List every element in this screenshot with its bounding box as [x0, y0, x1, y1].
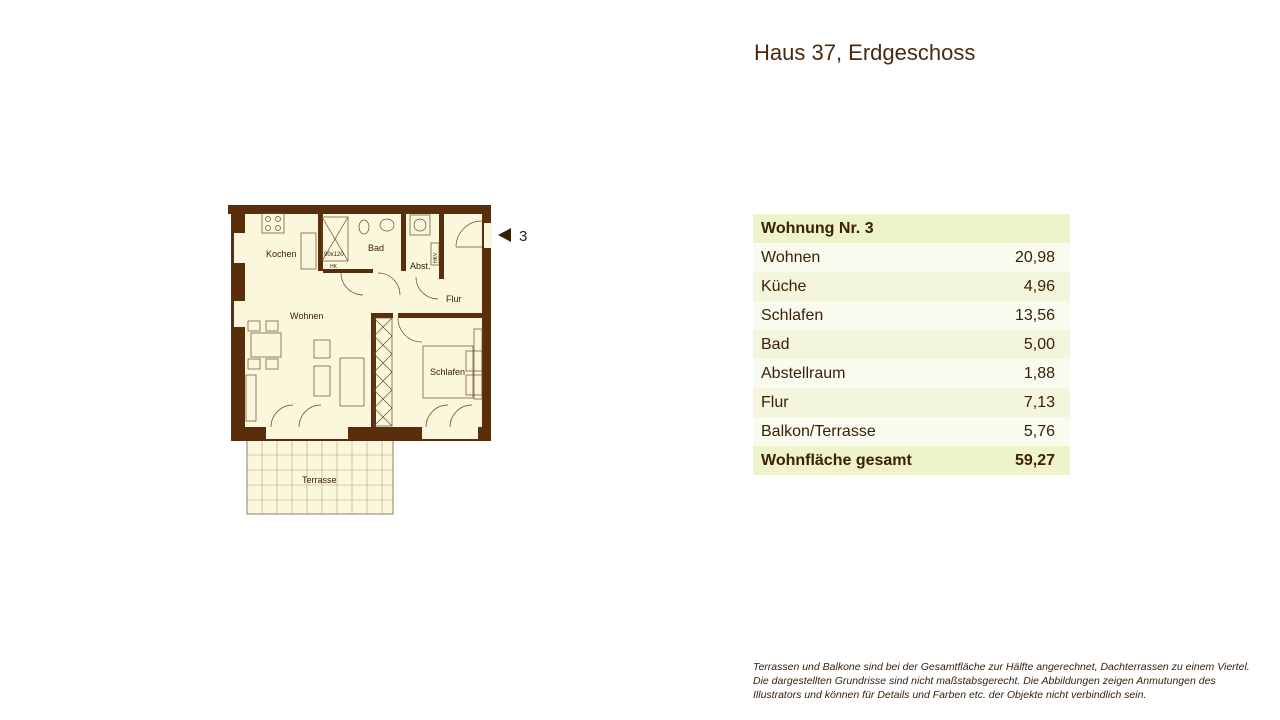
room-label-schlafen: Schlafen: [430, 367, 466, 377]
row-value: 5,00: [1023, 335, 1055, 353]
table-row: [753, 243, 1070, 272]
row-value: 4,96: [1023, 277, 1055, 295]
row-label: Schlafen: [761, 306, 824, 324]
table-total-row: [753, 446, 1070, 475]
row-value: 7,13: [1023, 393, 1055, 411]
row-value: 5,76: [1023, 422, 1055, 440]
row-value: 20,98: [1014, 248, 1055, 266]
room-label-kochen: Kochen: [266, 249, 297, 259]
floor-plan: [226, 203, 536, 518]
disclaimer-footnote: [753, 660, 1273, 702]
shower-size-label: 90x120: [324, 252, 344, 258]
table-row: [753, 330, 1070, 359]
row-value: 1,88: [1023, 364, 1055, 382]
row-label: Balkon/Terrasse: [761, 422, 876, 440]
table-row: [753, 272, 1070, 301]
hkv-label: HKV: [433, 252, 439, 263]
table-header: [753, 214, 1070, 243]
footnote-line: Illustrators und können für Details und Farben etc. der Objekte nicht verbindlich sein.: [753, 689, 1147, 701]
row-label: Flur: [761, 393, 789, 411]
table-row: [753, 359, 1070, 388]
entrance-arrow-icon: [498, 228, 511, 242]
area-table: [753, 214, 1070, 475]
heater-label: HK: [330, 264, 337, 270]
footnote-line: Die dargestellten Grundrisse sind nicht maßstabsgerecht. Die Abbildungen zeigen Anmutungen des: [753, 675, 1216, 687]
total-value: 59,27: [1014, 451, 1055, 469]
floor-area: [234, 211, 490, 439]
page-title: Haus 37, Erdgeschoss: [754, 40, 976, 65]
table-row: [753, 301, 1070, 330]
table-row: [753, 388, 1070, 417]
total-label: Wohnfläche gesamt: [761, 451, 912, 469]
row-label: Wohnen: [761, 248, 821, 266]
floor-plan-drawing: [226, 203, 536, 518]
unit-marker: 3: [519, 228, 528, 245]
row-value: 13,56: [1014, 306, 1055, 324]
room-label-abst: Abst.: [410, 261, 431, 271]
row-label: Bad: [761, 335, 790, 353]
table-row: [753, 417, 1070, 446]
room-label-wohnen: Wohnen: [290, 311, 324, 321]
table-header-label: Wohnung Nr. 3: [761, 219, 874, 237]
row-label: Küche: [761, 277, 807, 295]
room-label-terrasse: Terrasse: [302, 475, 337, 485]
room-label-flur: Flur: [446, 294, 462, 304]
footnote-line: Terrassen und Balkone sind bei der Gesamtfläche zur Hälfte angerechnet, Dachterrassen zu einem Viertel.: [753, 661, 1250, 673]
row-label: Abstellraum: [761, 364, 846, 382]
room-label-bad: Bad: [368, 243, 385, 253]
